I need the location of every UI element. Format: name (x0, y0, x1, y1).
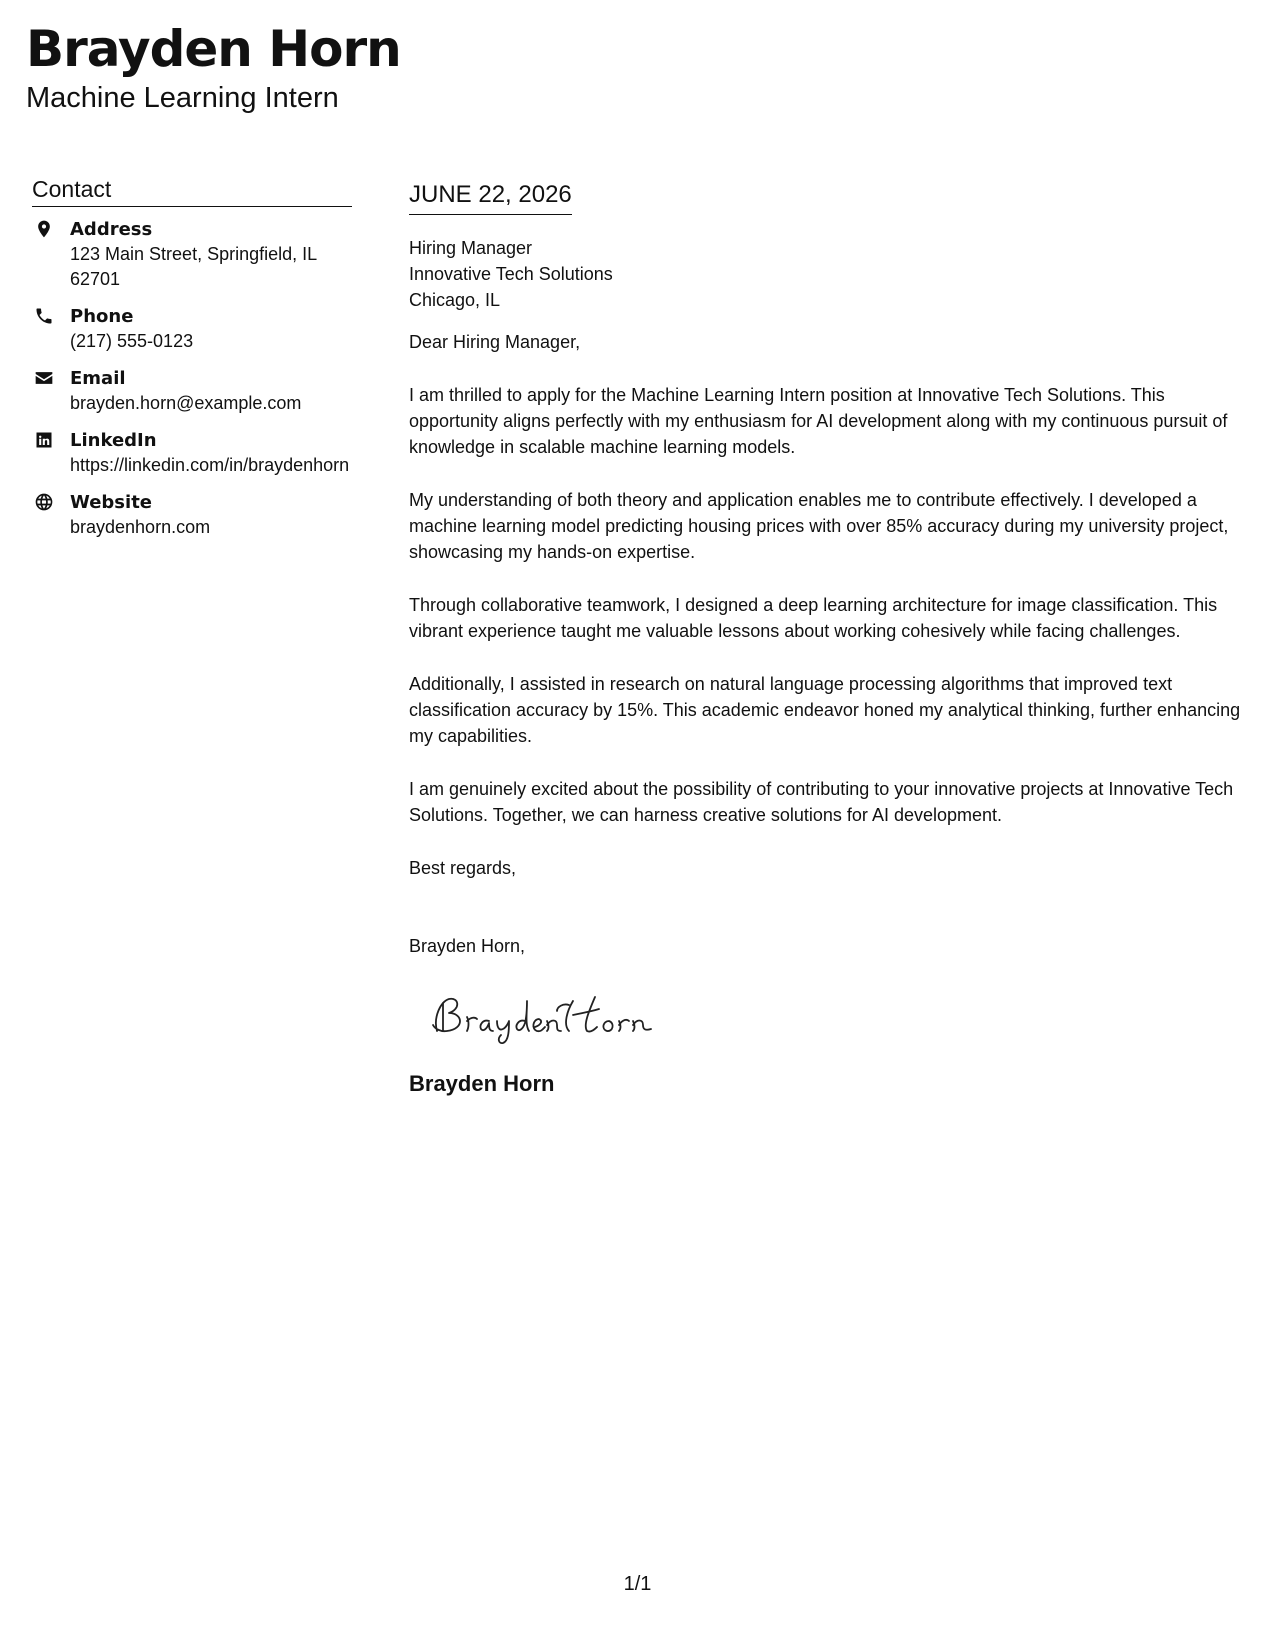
recipient-line: Hiring Manager (409, 238, 533, 258)
website-value[interactable]: braydenhorn.com (70, 517, 211, 537)
linkedin-value[interactable]: https://linkedin.com/in/braydenhorn (70, 455, 350, 475)
contact-heading: Contact (32, 176, 352, 207)
letter-body (409, 180, 1244, 1097)
body-paragraph: Through collaborative teamwork, I designed a deep learning architecture for image classification. This vibrant experience taught me valuable lessons about working cohesively while facing challenges. (409, 595, 1218, 641)
closing: Best regards, (409, 858, 517, 878)
applicant-name: Brayden Horn (26, 20, 401, 78)
address-label: Address (70, 219, 153, 240)
website-label: Website (70, 492, 153, 513)
globe-icon (32, 492, 56, 516)
applicant-role: Machine Learning Intern (26, 82, 339, 114)
phone-label: Phone (70, 306, 134, 327)
signature-drawing (423, 987, 663, 1047)
contact-item-linkedin (32, 428, 352, 478)
contact-item-website (32, 490, 352, 540)
recipient-line: Chicago, IL (409, 290, 501, 310)
linkedin-icon (32, 430, 56, 454)
signoff-name: Brayden Horn, (409, 936, 526, 956)
map-pin-icon (32, 219, 56, 243)
phone-icon (32, 306, 56, 330)
email-value[interactable]: brayden.horn@example.com (70, 393, 302, 413)
envelope-icon (32, 368, 56, 392)
email-label: Email (70, 368, 126, 389)
body-paragraph: My understanding of both theory and application enables me to contribute effectively. I developed a machine learning model predicting housing prices with over 85% accuracy during my university project, showcasing my hands-on expertise. (409, 490, 1229, 562)
signature-name: Brayden Horn (409, 1071, 555, 1096)
linkedin-label: LinkedIn (70, 430, 157, 451)
phone-value: (217) 555-0123 (70, 331, 194, 351)
letter-date: JUNE 22, 2026 (409, 180, 572, 215)
body-paragraph: Additionally, I assisted in research on natural language processing algorithms that improved text classification accuracy by 15%. This academic endeavor honed my analytical thinking, further enhancing my capabilities. (409, 674, 1241, 746)
recipient-block (409, 235, 1244, 313)
recipient-line: Innovative Tech Solutions (409, 264, 613, 284)
page-number: 1/1 (623, 1573, 652, 1595)
contact-item-phone (32, 304, 352, 354)
contact-item-address (32, 217, 352, 292)
contact-sidebar (32, 176, 352, 552)
body-paragraph: I am thrilled to apply for the Machine Learning Intern position at Innovative Tech Solutions. This opportunity aligns perfectly with my enthusiasm for AI development along with my continuous pursuit of knowledge in scalable machine learning models. (409, 385, 1228, 457)
contact-item-email (32, 366, 352, 416)
body-paragraph: I am genuinely excited about the possibility of contributing to your innovative projects at Innovative Tech Solutions. Together, we can harness creative solutions for AI development. (409, 779, 1234, 825)
handwritten-signature (423, 987, 663, 1047)
address-value: 123 Main Street, Springfield, IL 62701 (70, 244, 317, 289)
greeting: Dear Hiring Manager, (409, 332, 581, 352)
